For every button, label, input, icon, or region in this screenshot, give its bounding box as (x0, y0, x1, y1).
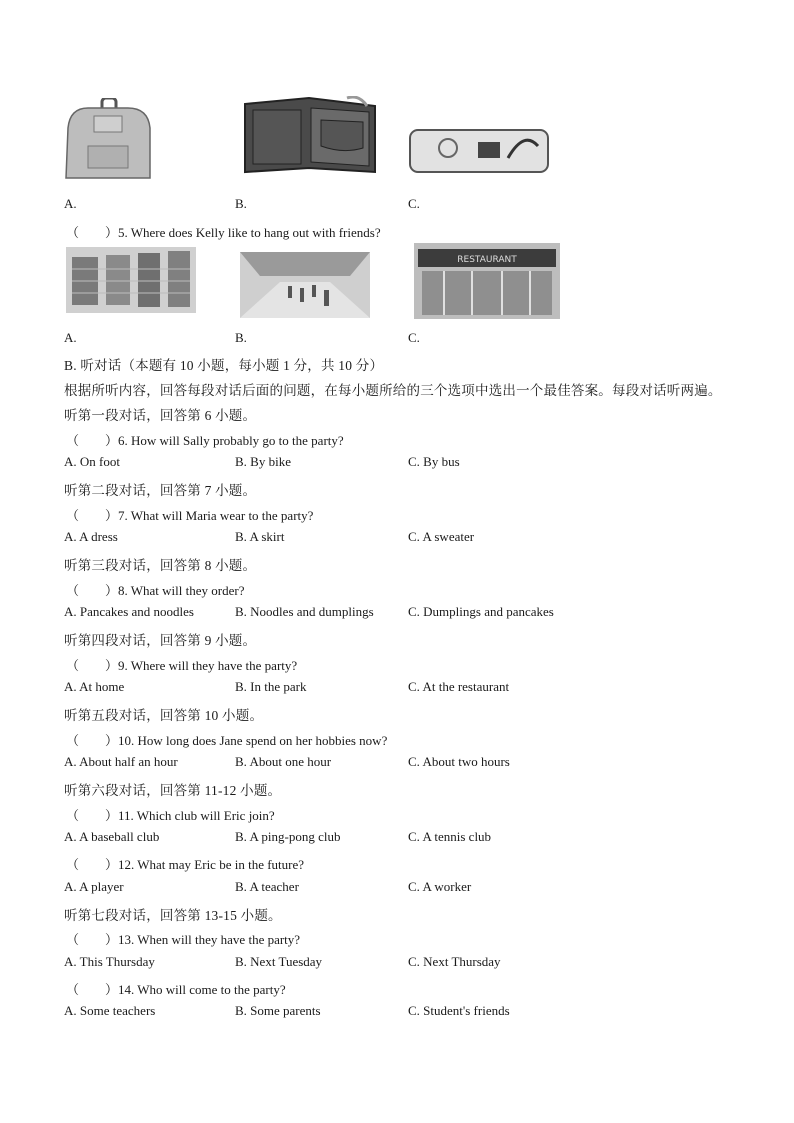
option-label-c[interactable]: C. (408, 196, 420, 211)
question-8 (66, 580, 244, 599)
answer-blank[interactable]: （ ） (66, 508, 119, 523)
library-photo (66, 247, 196, 313)
dialogue-heading: 听第三段对话，回答第 8 小题。 (64, 558, 257, 573)
option-b[interactable]: B. By bike (235, 454, 291, 469)
option-a[interactable]: A. At home (64, 679, 125, 694)
question-11 (66, 805, 275, 824)
dialogue-heading: 听第一段对话，回答第 6 小题。 (64, 408, 257, 423)
option-c[interactable]: C. Student's friends (408, 1003, 510, 1018)
option-b[interactable]: B. A teacher (235, 879, 299, 894)
option-c[interactable]: C. A worker (408, 879, 472, 894)
option-c[interactable]: C. A sweater (408, 529, 475, 544)
option-label-b[interactable]: B. (235, 196, 247, 211)
option-label-a[interactable]: A. (64, 196, 77, 211)
answer-blank[interactable]: （ ） (66, 982, 119, 997)
question-text: 5. Where does Kelly like to hang out with friends? (118, 225, 381, 240)
question-text: 8. What will they order? (118, 583, 245, 598)
option-b[interactable]: B. A ping-pong club (235, 829, 341, 844)
option-label-c[interactable]: C. (408, 330, 420, 345)
street-photo (240, 252, 370, 318)
option-c[interactable]: C. By bus (408, 454, 460, 469)
section-title: B. 听对话（本题有 10 小题，每小题 1 分，共 10 分） (64, 358, 384, 373)
option-a[interactable]: A. A baseball club (64, 829, 160, 844)
option-a[interactable]: A. On foot (64, 454, 120, 469)
option-b[interactable]: B. Noodles and dumplings (235, 604, 374, 619)
answer-blank[interactable]: （ ） (66, 932, 119, 947)
dialogue-heading: 听第二段对话，回答第 7 小题。 (64, 483, 257, 498)
restaurant-sign: RESTAURANT (457, 255, 517, 265)
option-a[interactable]: A. About half an hour (64, 754, 178, 769)
question-text: 6. How will Sally probably go to the party? (118, 433, 344, 448)
option-b[interactable]: B. Next Tuesday (235, 954, 323, 969)
question-10 (66, 730, 387, 749)
question-text: 11. Which club will Eric join? (118, 808, 275, 823)
option-b[interactable]: B. In the park (235, 679, 307, 694)
question-5 (66, 222, 381, 241)
question-6 (66, 430, 344, 449)
question-text: 14. Who will come to the party? (118, 982, 286, 997)
question-9 (66, 655, 297, 674)
wallet-icon (243, 96, 377, 176)
dialogue-heading: 听第五段对话，回答第 10 小题。 (64, 708, 264, 723)
option-label-b[interactable]: B. (235, 330, 247, 345)
answer-blank[interactable]: （ ） (66, 733, 119, 748)
question-text: 9. Where will they have the party? (118, 658, 298, 673)
restaurant-photo (414, 243, 560, 319)
option-a[interactable]: A. A player (64, 879, 124, 894)
dialogue-heading: 听第四段对话，回答第 9 小题。 (64, 633, 257, 648)
answer-blank[interactable]: （ ） (66, 583, 119, 598)
backpack-icon (64, 98, 152, 180)
dialogue-heading: 听第七段对话，回答第 13-15 小题。 (64, 908, 282, 923)
option-c[interactable]: C. Next Thursday (408, 954, 501, 969)
answer-blank[interactable]: （ ） (66, 658, 119, 673)
option-c[interactable]: C. About two hours (408, 754, 510, 769)
question-7 (66, 505, 313, 524)
option-a[interactable]: A. A dress (64, 529, 118, 544)
dialogue-heading: 听第六段对话，回答第 11-12 小题。 (64, 783, 282, 798)
option-label-a[interactable]: A. (64, 330, 77, 345)
question-text: 12. What may Eric be in the future? (118, 857, 305, 872)
question-13 (66, 929, 300, 948)
option-b[interactable]: B. About one hour (235, 754, 332, 769)
pencil-case-icon (408, 124, 550, 176)
question-text: 13. When will they have the party? (118, 932, 301, 947)
option-b[interactable]: B. A skirt (235, 529, 285, 544)
answer-blank[interactable]: （ ） (66, 225, 119, 240)
question-12 (66, 854, 304, 873)
option-a[interactable]: A. Pancakes and noodles (64, 604, 194, 619)
answer-blank[interactable]: （ ） (66, 808, 119, 823)
section-instructions: 根据所听内容，回答每段对话后面的问题，在每小题所给的三个选项中选出一个最佳答案。每段对话听两遍。 (64, 383, 722, 398)
answer-blank[interactable]: （ ） (66, 433, 119, 448)
question-text: 10. How long does Jane spend on her hobbies now? (118, 733, 388, 748)
option-b[interactable]: B. Some parents (235, 1003, 321, 1018)
question-14 (66, 979, 286, 998)
option-a[interactable]: A. This Thursday (64, 954, 155, 969)
option-c[interactable]: C. Dumplings and pancakes (408, 604, 554, 619)
option-c[interactable]: C. A tennis club (408, 829, 492, 844)
option-c[interactable]: C. At the restaurant (408, 679, 510, 694)
answer-blank[interactable]: （ ） (66, 857, 119, 872)
question-text: 7. What will Maria wear to the party? (118, 508, 314, 523)
option-a[interactable]: A. Some teachers (64, 1003, 156, 1018)
